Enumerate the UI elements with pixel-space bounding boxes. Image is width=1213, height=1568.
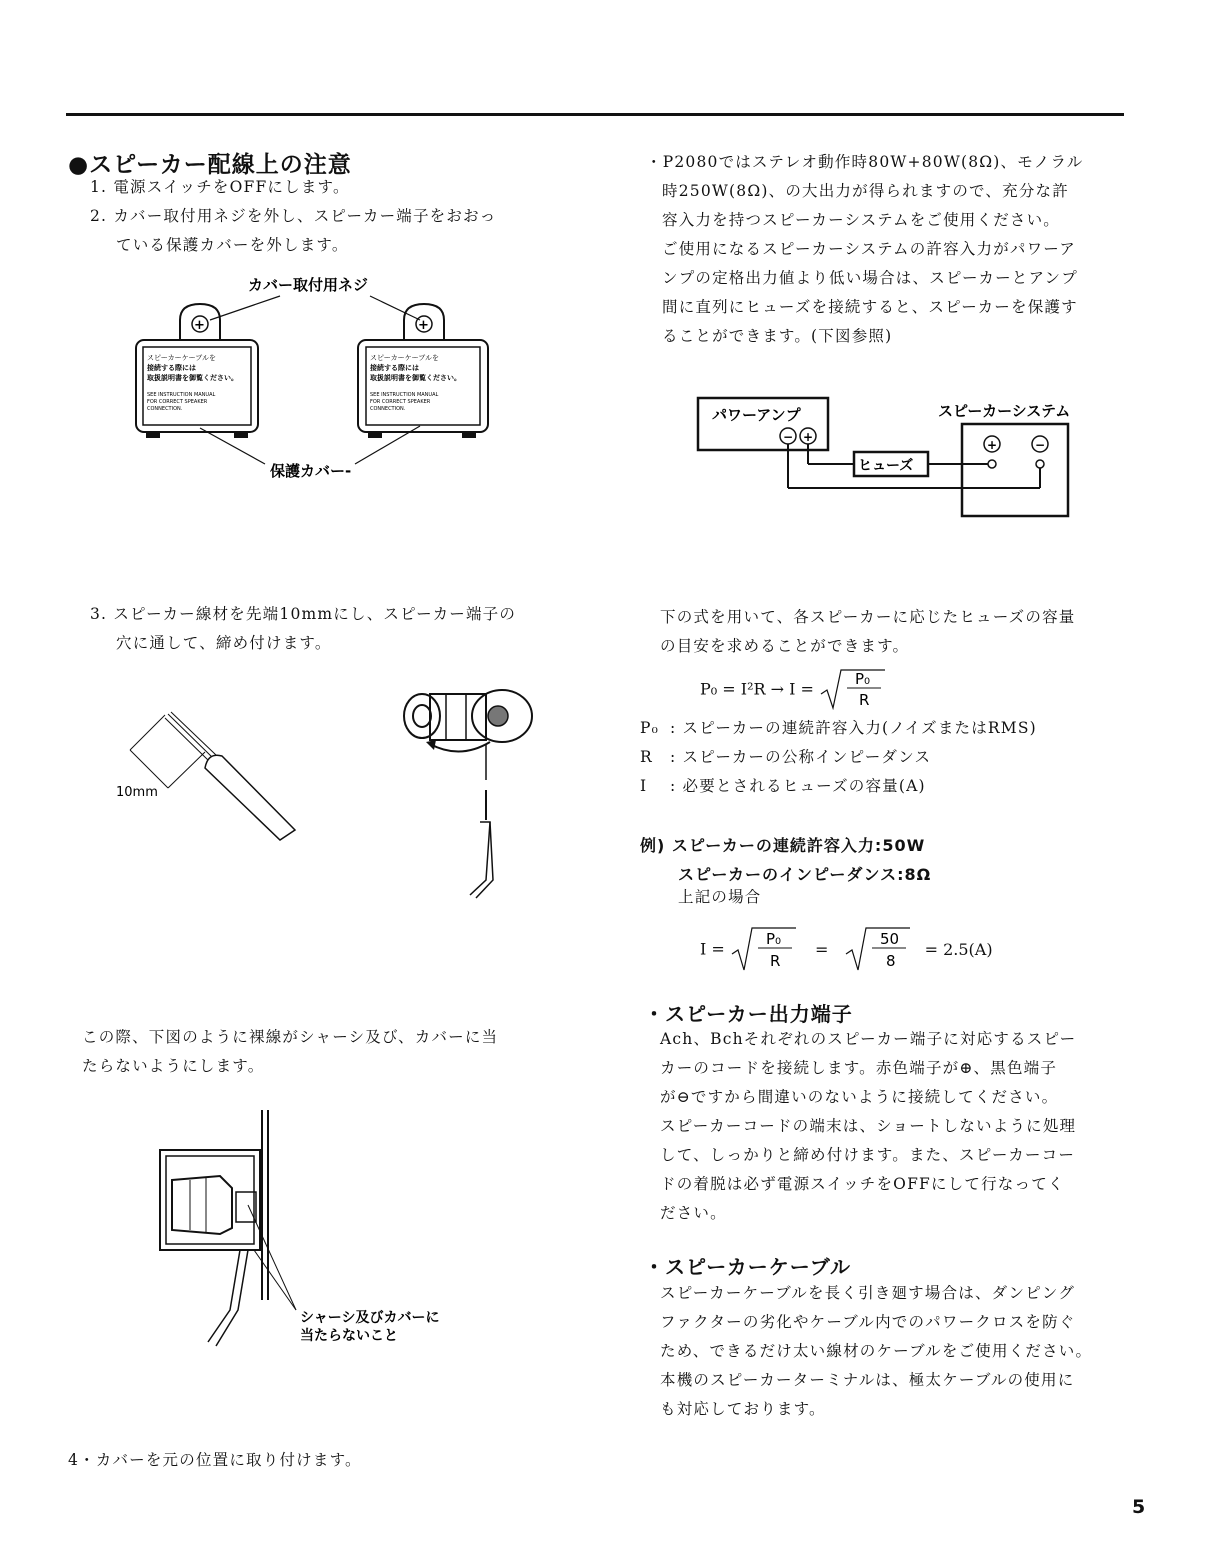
svg-text:P₀: P₀ <box>855 670 871 688</box>
svg-text:+: + <box>194 318 205 333</box>
svg-text:8: 8 <box>885 952 896 970</box>
example-block: 例) スピーカーの連続許容入力:50W スピーカーのインピーダンス:8Ω <box>640 836 932 884</box>
svg-text:+: + <box>418 318 429 333</box>
svg-text:−: − <box>1035 438 1046 452</box>
bare-wire-note: この際、下図のように裸線がシャーシ及び、カバーに当 たらないようにします。 <box>82 1028 499 1075</box>
definition-item: P₀ : スピーカーの連続許容入力(ノイズまたはRMS) <box>640 719 1037 737</box>
svg-text:R: R <box>769 952 781 970</box>
protective-cover-right <box>358 304 488 438</box>
fuse-circuit-diagram <box>690 392 1110 526</box>
svg-text:CONNECTION.: CONNECTION. <box>147 406 183 412</box>
output-terminal-text: Ach、Bchそれぞれのスピーカー端子に対応するスピー カーのコードを接続します。赤色端子が⊕、黒色端子 が⊖ですから間違いのないように接続してください。 スピーカーコードの端末は、ショートしないように処理 して、しっかりと締め付けます。また、スピーカーコー ドの着脱は必ず電源スイッチをOFFにして行なってく ださい。 <box>660 1030 1077 1222</box>
svg-text:P₀: P₀ <box>765 930 781 948</box>
speaker-cable-text: スピーカーケーブルを長く引き廻す場合は、ダンピング ファクターの劣化やケーブル内でのパワークロスを防ぐ ため、できるだけ太い線材のケーブルをご使用ください。 本機のスピーカーターミナルは、極太ケーブルの使用に も対応しております。 <box>660 1284 1093 1418</box>
page-number: 5 <box>1132 1496 1146 1518</box>
example-calc: I = P₀ R = 50 8 = 2.5(A) <box>700 926 993 972</box>
svg-text:パワーアンプ: パワーアンプ <box>712 406 801 424</box>
chassis-diagram <box>150 1110 490 1350</box>
svg-text:10mm: 10mm <box>116 785 158 800</box>
protective-cover-left <box>136 304 258 438</box>
svg-text:SEE INSTRUCTION MANUAL: SEE INSTRUCTION MANUAL <box>370 392 439 398</box>
sqrt-fraction-2 <box>844 926 914 972</box>
svg-text:スピーカーケーブルを: スピーカーケーブルを <box>370 354 439 362</box>
output-terminal-heading: ・スピーカー出力端子 <box>644 1002 853 1026</box>
svg-text:取扱説明書を御覧ください。: 取扱説明書を御覧ください。 <box>370 374 461 382</box>
svg-text:接続する際には: 接続する際には <box>147 364 196 372</box>
definition-item: I : 必要とされるヒューズの容量(A) <box>640 777 926 795</box>
svg-text:R: R <box>859 691 870 709</box>
step-3: 3. スピーカー線材を先端10mmにし、スピーカー端子の 穴に通して、締め付けます。 <box>90 605 517 652</box>
example-case: 上記の場合 <box>678 888 762 906</box>
svg-text:取扱説明書を御覧ください。: 取扱説明書を御覧ください。 <box>147 374 238 382</box>
svg-text:−: − <box>783 430 794 444</box>
definitions-list <box>640 714 1037 801</box>
svg-text:保護カバー-: 保護カバー- <box>270 462 352 480</box>
svg-text:FOR CORRECT SPEAKER: FOR CORRECT SPEAKER <box>370 399 431 405</box>
formula-main: P₀ = I²R → I = P₀ R <box>700 668 889 710</box>
svg-text:接続する際には: 接続する際には <box>370 364 419 372</box>
svg-text:+: + <box>987 438 998 452</box>
step-4: 4・カバーを元の位置に取り付けます。 <box>68 1451 362 1469</box>
svg-text:ヒューズ: ヒューズ <box>858 458 914 474</box>
sqrt-fraction <box>819 668 889 710</box>
header-rule <box>66 113 1124 116</box>
svg-text:50: 50 <box>879 930 899 948</box>
formula-intro: 下の式を用いて、各スピーカーに応じたヒューズの容量 の目安を求めることができます。 <box>660 608 1076 655</box>
svg-text:スピーカーシステム: スピーカーシステム <box>938 402 1071 420</box>
power-fuse-paragraph: ・P2080ではステレオ動作時80W+80W(8Ω)、モノラル 時250W(8Ω)、の大出力が得られますので、充分な許 容入力を持つスピーカーシステムをご使用ください。 ご使用になるスピーカーシステムの許容入力がパワーア ンプの定格出力値より低い場合は、スピーカーとアンプ 間に直列にヒューズを接続すると、スピーカーを保護す ることができます。(下図参照) <box>646 153 1084 345</box>
definition-item: R : スピーカーの公称インピーダンス <box>640 748 932 766</box>
terminal-diagram <box>390 680 550 910</box>
section-heading-wiring: ●スピーカー配線上の注意 <box>68 152 352 178</box>
wire-strip-diagram <box>110 700 310 850</box>
svg-text:CONNECTION.: CONNECTION. <box>370 406 406 412</box>
step-1: 1. 電源スイッチをOFFにします。 2. カバー取付用ネジを外し、スピーカー端子をおおっ ている保護カバーを外します。 <box>90 178 497 254</box>
svg-text:FOR CORRECT SPEAKER: FOR CORRECT SPEAKER <box>147 399 208 405</box>
sqrt-fraction-1 <box>730 926 800 972</box>
svg-text:SEE INSTRUCTION MANUAL: SEE INSTRUCTION MANUAL <box>147 392 216 398</box>
svg-text:当たらないこと: 当たらないこと <box>300 1328 398 1344</box>
svg-text:+: + <box>803 430 814 444</box>
cover-diagram <box>130 268 510 484</box>
svg-text:シャーシ及びカバーに: シャーシ及びカバーに <box>300 1310 440 1326</box>
speaker-cable-heading: ・スピーカーケーブル <box>644 1255 851 1279</box>
svg-text:スピーカーケーブルを: スピーカーケーブルを <box>147 354 216 362</box>
svg-text:カバー取付用ネジ: カバー取付用ネジ <box>248 276 369 294</box>
